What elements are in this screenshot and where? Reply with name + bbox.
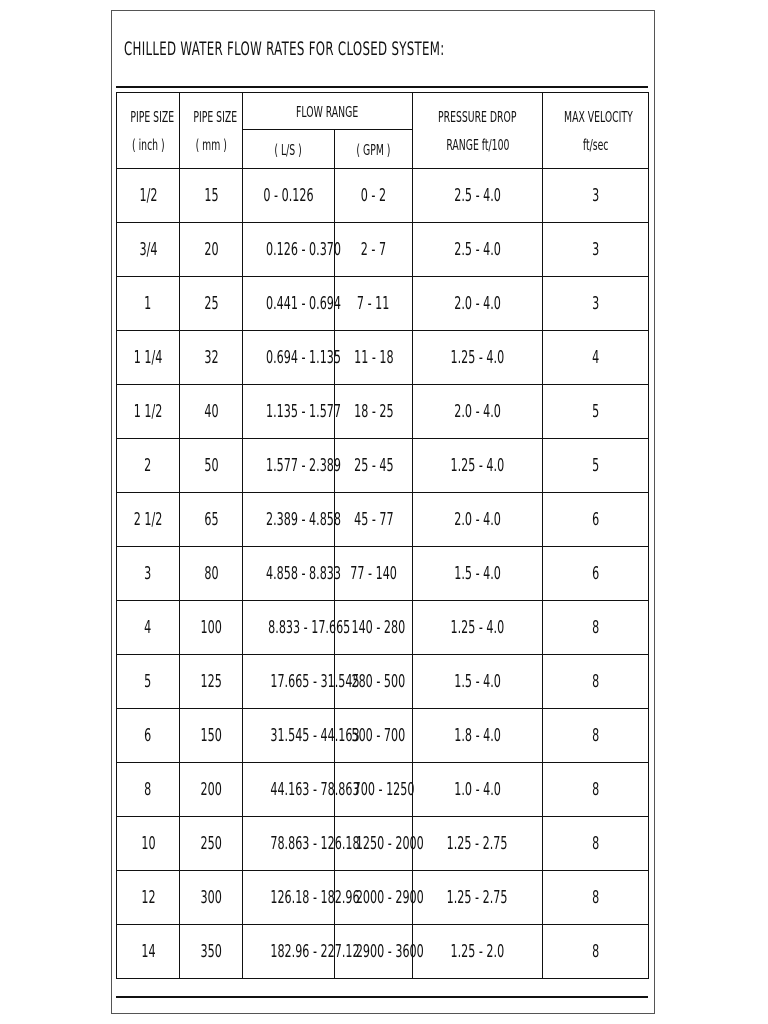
header-flow-gpm-label: ( GPM )	[356, 140, 391, 159]
cell-pipe-size-inch	[117, 277, 180, 331]
cell-max-velocity	[543, 493, 649, 547]
cell-pressure-drop	[413, 277, 543, 331]
table-body	[117, 169, 649, 979]
cell-flow-gpm-value: 2 - 7	[360, 239, 387, 260]
cell-flow-ls	[243, 763, 360, 817]
cell-flow-gpm-value: 25 - 45	[353, 455, 394, 476]
table-row	[117, 709, 649, 763]
cell-max-velocity-value: 3	[591, 239, 600, 260]
cell-pipe-size-mm-value: 32	[203, 347, 219, 368]
cell-pressure-drop	[413, 763, 543, 817]
cell-max-velocity	[543, 331, 649, 385]
cell-pressure-drop-value: 1.25 - 4.0	[450, 617, 505, 638]
cell-pipe-size-mm	[180, 169, 243, 223]
cell-flow-ls-value: 126.18 - 182.96	[270, 887, 360, 908]
cell-flow-gpm	[335, 493, 413, 547]
cell-pipe-size-inch	[117, 439, 180, 493]
cell-flow-ls-value: 4.858 - 8.833	[265, 563, 342, 584]
cell-flow-ls-value: 8.833 - 17.665	[268, 617, 351, 638]
header-flow-range-label: FLOW RANGE	[296, 102, 359, 121]
cell-pressure-drop-value: 2.0 - 4.0	[454, 401, 501, 422]
header-pipe-size-inch-line1: PIPE SIZE	[130, 107, 175, 126]
cell-pipe-size-mm	[180, 277, 243, 331]
cell-flow-gpm-value: 2000 - 2900	[355, 887, 424, 908]
cell-max-velocity	[543, 439, 649, 493]
cell-max-velocity-value: 3	[591, 185, 600, 206]
cell-pipe-size-inch-value: 5	[144, 671, 152, 692]
cell-max-velocity	[543, 817, 649, 871]
cell-flow-gpm-value: 500 - 700	[351, 725, 406, 746]
cell-pipe-size-mm	[180, 871, 243, 925]
cell-pipe-size-inch	[117, 709, 180, 763]
header-pipe-size-inch	[117, 93, 180, 169]
cell-max-velocity-value: 8	[591, 941, 600, 962]
cell-flow-gpm-value: 77 - 140	[350, 563, 397, 584]
cell-flow-gpm-value: 700 - 1250	[353, 779, 415, 800]
cell-pipe-size-mm-value: 350	[200, 941, 222, 962]
cell-pipe-size-mm	[180, 817, 243, 871]
cell-pipe-size-inch-value: 3	[144, 563, 152, 584]
cell-pressure-drop	[413, 385, 543, 439]
cell-flow-ls-value: 17.665 - 31.545	[270, 671, 360, 692]
cell-max-velocity	[543, 547, 649, 601]
cell-pipe-size-inch	[117, 871, 180, 925]
flow-rate-table	[116, 92, 649, 979]
cell-pipe-size-inch-value: 2	[144, 455, 152, 476]
cell-flow-ls-value: 1.135 - 1.577	[265, 401, 342, 422]
cell-pipe-size-inch	[117, 817, 180, 871]
cell-pressure-drop-value: 2.5 - 4.0	[454, 239, 501, 260]
header-pressure-drop-line1: PRESSURE DROP	[438, 107, 517, 126]
header-pipe-size-inch-line2: ( inch )	[131, 135, 165, 154]
cell-max-velocity-value: 8	[591, 833, 600, 854]
cell-pipe-size-mm-value: 15	[203, 185, 219, 206]
cell-flow-gpm-value: 45 - 77	[353, 509, 394, 530]
cell-pipe-size-mm-value: 25	[203, 293, 219, 314]
cell-max-velocity	[543, 655, 649, 709]
cell-flow-gpm-value: 2900 - 3600	[355, 941, 424, 962]
cell-pipe-size-inch	[117, 385, 180, 439]
cell-flow-gpm-value: 0 - 2	[360, 185, 387, 206]
cell-max-velocity	[543, 223, 649, 277]
header-max-velocity	[543, 93, 649, 169]
cell-flow-gpm	[335, 331, 413, 385]
cell-max-velocity-value: 5	[591, 401, 600, 422]
header-pipe-size-mm	[180, 93, 243, 169]
cell-pipe-size-mm	[180, 331, 243, 385]
cell-pressure-drop-value: 1.5 - 4.0	[454, 671, 501, 692]
cell-flow-ls-value: 78.863 - 126.18	[270, 833, 360, 854]
cell-pipe-size-inch	[117, 169, 180, 223]
cell-flow-ls	[243, 709, 360, 763]
cell-pressure-drop	[413, 655, 543, 709]
cell-pipe-size-inch	[117, 601, 180, 655]
cell-flow-gpm	[335, 169, 413, 223]
cell-flow-ls-value: 1.577 - 2.389	[265, 455, 342, 476]
header-flow-gpm	[335, 130, 413, 169]
cell-flow-ls	[243, 277, 342, 331]
cell-max-velocity-value: 8	[591, 725, 600, 746]
cell-pipe-size-inch-value: 2 1/2	[133, 509, 163, 530]
cell-pipe-size-mm	[180, 223, 243, 277]
header-pressure-drop	[413, 93, 543, 169]
page-title: CHILLED WATER FLOW RATES FOR CLOSED SYSTEM:	[124, 38, 445, 60]
cell-pipe-size-mm-value: 65	[203, 509, 219, 530]
cell-max-velocity-value: 3	[591, 293, 600, 314]
cell-flow-ls	[243, 925, 360, 979]
header-max-velocity-line1: MAX VELOCITY	[564, 107, 633, 126]
cell-pressure-drop-value: 1.25 - 2.75	[447, 833, 508, 854]
cell-pressure-drop	[413, 493, 543, 547]
cell-max-velocity-value: 5	[591, 455, 600, 476]
cell-flow-ls-value: 31.545 - 44.163	[270, 725, 360, 746]
header-pipe-size-mm-line1: PIPE SIZE	[193, 107, 238, 126]
cell-max-velocity-value: 6	[591, 563, 600, 584]
cell-pipe-size-mm	[180, 925, 243, 979]
cell-pressure-drop	[413, 223, 543, 277]
cell-pipe-size-mm	[180, 547, 243, 601]
cell-flow-ls-value: 0 - 0.126	[263, 185, 314, 206]
cell-pressure-drop	[413, 547, 543, 601]
cell-max-velocity	[543, 925, 649, 979]
cell-flow-gpm-value: 140 - 280	[351, 617, 406, 638]
cell-max-velocity	[543, 871, 649, 925]
table-row	[117, 655, 649, 709]
cell-pipe-size-inch-value: 1	[144, 293, 152, 314]
cell-pipe-size-mm-value: 20	[203, 239, 219, 260]
cell-pipe-size-inch-value: 6	[144, 725, 152, 746]
cell-flow-ls	[243, 223, 342, 277]
cell-flow-gpm	[335, 277, 413, 331]
cell-pipe-size-mm-value: 300	[200, 887, 222, 908]
cell-pressure-drop	[413, 871, 543, 925]
table-row	[117, 169, 649, 223]
cell-pipe-size-inch-value: 1 1/4	[133, 347, 163, 368]
cell-flow-gpm-value: 7 - 11	[357, 293, 390, 314]
cell-pressure-drop-value: 1.8 - 4.0	[454, 725, 501, 746]
cell-pipe-size-mm-value: 80	[203, 563, 219, 584]
cell-pipe-size-mm-value: 50	[203, 455, 219, 476]
cell-flow-ls-value: 2.389 - 4.858	[265, 509, 342, 530]
cell-pressure-drop-value: 2.0 - 4.0	[454, 509, 501, 530]
cell-pressure-drop-value: 1.0 - 4.0	[454, 779, 501, 800]
cell-max-velocity	[543, 709, 649, 763]
cell-pipe-size-inch	[117, 547, 180, 601]
header-pipe-size-mm-line2: ( mm )	[195, 135, 227, 154]
cell-pipe-size-inch	[117, 331, 180, 385]
cell-max-velocity	[543, 277, 649, 331]
cell-pipe-size-inch-value: 4	[144, 617, 152, 638]
cell-flow-ls	[243, 169, 335, 223]
cell-pipe-size-mm	[180, 709, 243, 763]
cell-pipe-size-inch	[117, 493, 180, 547]
cell-pressure-drop-value: 2.5 - 4.0	[454, 185, 501, 206]
cell-pipe-size-mm	[180, 655, 243, 709]
cell-flow-ls-value: 182.96 - 227.12	[270, 941, 360, 962]
cell-flow-ls	[243, 331, 342, 385]
cell-max-velocity-value: 6	[591, 509, 600, 530]
cell-pipe-size-inch-value: 12	[140, 887, 156, 908]
cell-pressure-drop-value: 1.5 - 4.0	[454, 563, 501, 584]
cell-pipe-size-mm	[180, 601, 243, 655]
cell-max-velocity-value: 8	[591, 887, 600, 908]
cell-flow-ls	[243, 439, 342, 493]
cell-pipe-size-mm-value: 100	[200, 617, 222, 638]
cell-max-velocity-value: 8	[591, 671, 600, 692]
table-row	[117, 277, 649, 331]
table-row	[117, 331, 649, 385]
cell-max-velocity-value: 8	[591, 617, 600, 638]
cell-max-velocity	[543, 169, 649, 223]
cell-flow-gpm	[335, 547, 413, 601]
cell-pipe-size-inch	[117, 655, 180, 709]
cell-pipe-size-mm	[180, 385, 243, 439]
cell-pipe-size-inch-value: 14	[140, 941, 156, 962]
cell-pressure-drop-value: 1.25 - 2.75	[447, 887, 508, 908]
cell-pipe-size-inch-value: 1 1/2	[133, 401, 163, 422]
cell-pipe-size-mm-value: 125	[200, 671, 222, 692]
table-row	[117, 871, 649, 925]
cell-flow-ls	[243, 817, 360, 871]
cell-flow-ls	[243, 493, 342, 547]
cell-pressure-drop	[413, 169, 543, 223]
cell-flow-gpm-value: 280 - 500	[351, 671, 406, 692]
cell-pipe-size-inch	[117, 925, 180, 979]
cell-max-velocity-value: 8	[591, 779, 600, 800]
cell-flow-ls-value: 44.163 - 78.863	[270, 779, 360, 800]
cell-flow-gpm	[335, 223, 413, 277]
cell-flow-ls	[243, 385, 342, 439]
cell-flow-ls	[243, 871, 360, 925]
cell-pipe-size-mm	[180, 439, 243, 493]
cell-pressure-drop	[413, 709, 543, 763]
cell-flow-gpm-value: 18 - 25	[353, 401, 394, 422]
cell-flow-gpm	[335, 439, 413, 493]
cell-flow-gpm-value: 11 - 18	[353, 347, 394, 368]
cell-pressure-drop	[413, 439, 543, 493]
cell-pipe-size-inch	[117, 223, 180, 277]
cell-pipe-size-inch-value: 10	[140, 833, 156, 854]
cell-pipe-size-inch	[117, 763, 180, 817]
cell-pipe-size-mm-value: 250	[200, 833, 222, 854]
header-flow-ls-label: ( L/S )	[274, 140, 303, 159]
cell-flow-ls	[243, 547, 342, 601]
cell-pipe-size-mm-value: 200	[200, 779, 222, 800]
cell-max-velocity	[543, 601, 649, 655]
header-flow-ls	[243, 130, 335, 169]
cell-flow-gpm-value: 1250 - 2000	[355, 833, 424, 854]
cell-pressure-drop	[413, 925, 543, 979]
cell-pipe-size-inch-value: 3/4	[139, 239, 157, 260]
table-row	[117, 601, 649, 655]
cell-pressure-drop-value: 1.25 - 4.0	[450, 455, 505, 476]
header-flow-range	[243, 93, 413, 130]
table-row	[117, 493, 649, 547]
cell-max-velocity-value: 4	[591, 347, 600, 368]
cell-pressure-drop	[413, 601, 543, 655]
cell-pressure-drop-value: 1.25 - 4.0	[450, 347, 505, 368]
cell-pressure-drop	[413, 331, 543, 385]
header-max-velocity-line2: ft/sec	[582, 135, 609, 154]
table-row	[117, 763, 649, 817]
cell-max-velocity	[543, 763, 649, 817]
cell-pressure-drop-value: 2.0 - 4.0	[454, 293, 501, 314]
cell-flow-ls	[243, 601, 351, 655]
cell-pipe-size-mm-value: 40	[203, 401, 219, 422]
cell-pipe-size-mm	[180, 493, 243, 547]
table-row	[117, 439, 649, 493]
header-pressure-drop-line2: RANGE ft/100	[445, 135, 510, 154]
cell-pipe-size-mm	[180, 763, 243, 817]
table-row	[117, 925, 649, 979]
table-row	[117, 547, 649, 601]
cell-pressure-drop-value: 1.25 - 2.0	[450, 941, 505, 962]
cell-pressure-drop	[413, 817, 543, 871]
cell-flow-ls	[243, 655, 360, 709]
cell-flow-ls-value: 0.441 - 0.694	[265, 293, 342, 314]
cell-max-velocity	[543, 385, 649, 439]
table-row	[117, 385, 649, 439]
table-row	[117, 223, 649, 277]
cell-pipe-size-mm-value: 150	[200, 725, 222, 746]
cell-flow-ls-value: 0.694 - 1.135	[265, 347, 342, 368]
cell-flow-ls-value: 0.126 - 0.370	[265, 239, 342, 260]
cell-flow-gpm	[335, 385, 413, 439]
cell-pipe-size-inch-value: 8	[144, 779, 152, 800]
cell-pipe-size-inch-value: 1/2	[139, 185, 157, 206]
table-row	[117, 817, 649, 871]
